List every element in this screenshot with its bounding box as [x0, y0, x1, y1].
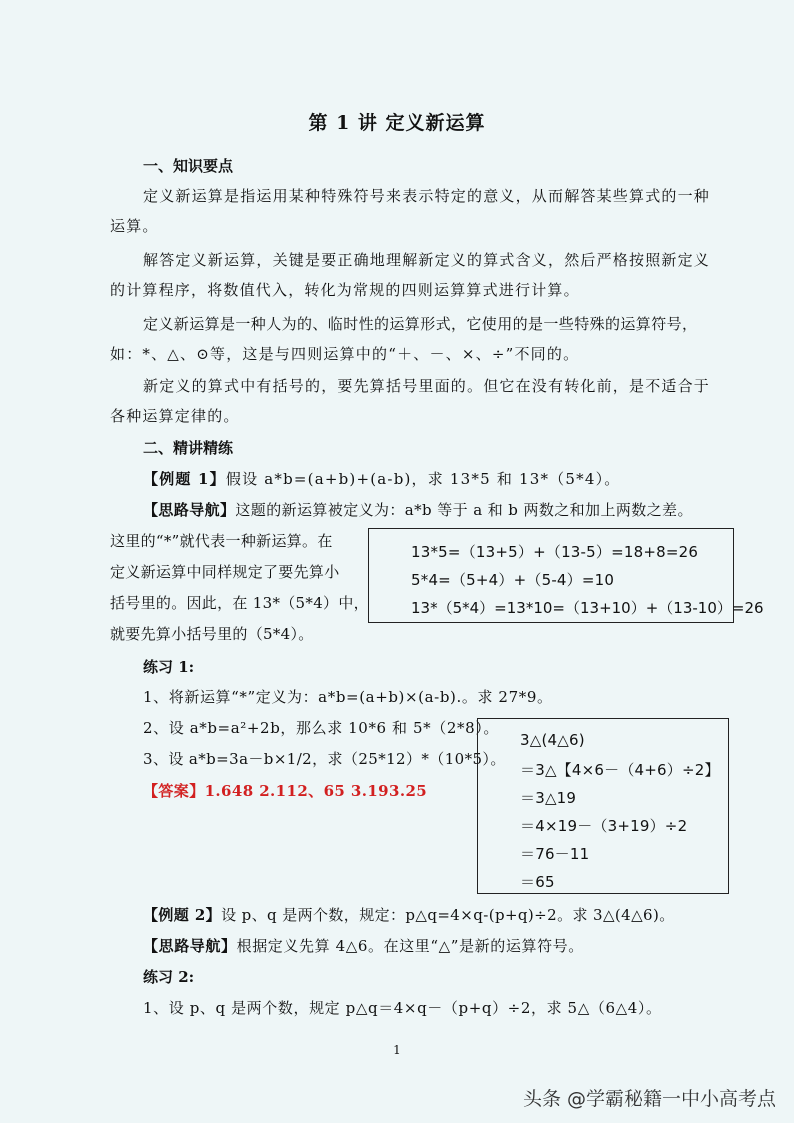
paragraph-3-line-1: 定义新运算是一种人为的、临时性的运算形式，它使用的是一些特殊的运算符号， — [143, 315, 698, 333]
answer-1: 【答案】1.648 2.112、65 3.193.25 — [143, 782, 428, 800]
example-1-text: 假设 a*b=(a+b)+(a-b)，求 13*5 和 13*（5*4）。 — [225, 470, 621, 488]
practice-1-heading: 练习 1: — [143, 658, 195, 676]
paragraph-1-line-1: 定义新运算是指运用某种特殊符号来表示特定的意义，从而解答某些算式的一种 — [143, 187, 711, 205]
solution-2-line-1: 3△(4△6) — [520, 731, 585, 749]
hint-1-text: 这题的新运算被定义为：a*b 等于 a 和 b 两数之和加上两数之差。 — [235, 501, 693, 519]
hint-2 — [143, 935, 584, 956]
practice-2-item-1: 1、设 p、q 是两个数，规定 p△q＝4×q－（p+q）÷2，求 5△（6△4）。 — [143, 999, 662, 1017]
practice-1-item-2: 2、设 a*b=a²+2b，那么求 10*6 和 5*（2*8）。 — [143, 719, 499, 737]
solution-2-line-3: ＝3△19 — [520, 789, 577, 807]
solution-2-line-4: ＝4×19－（3+19）÷2 — [520, 817, 688, 835]
watermark: 头条 @学霸秘籍一中小高考点 — [522, 1088, 776, 1110]
paragraph-4-line-2: 各种运算定律的。 — [110, 407, 240, 425]
page-title: 第 1 讲 定义新运算 — [308, 112, 486, 134]
practice-1-item-1: 1、将新运算“*”定义为：a*b=(a+b)×(a-b).。求 27*9。 — [143, 688, 553, 706]
practice-2-heading: 练习 2: — [143, 968, 195, 986]
hint-1-cont-line-2: 定义新运算中同样规定了要先算小 — [110, 563, 340, 581]
solution-1-line-3: 13*（5*4）=13*10=（13+10）+（13-10）=26 — [411, 599, 764, 617]
solution-box-2 — [477, 718, 729, 894]
hint-1-cont-line-4: 就要先算小括号里的（5*4）。 — [110, 625, 314, 643]
hint-1-cont-line-3: 括号里的。因此，在 13*（5*4）中， — [110, 594, 369, 612]
hint-1-cont-line-1: 这里的“*”就代表一种新运算。在 — [110, 532, 333, 550]
solution-1-line-2: 5*4=（5+4）+（5-4）=10 — [411, 571, 615, 589]
solution-2-line-6: ＝65 — [520, 873, 555, 891]
example-1 — [143, 468, 620, 489]
example-1-label: 【例题 1】 — [143, 470, 226, 488]
example-2-label: 【例题 2】 — [143, 906, 222, 924]
solution-1-line-1: 13*5=（13+5）+（13-5）=18+8=26 — [411, 543, 699, 561]
example-2 — [143, 904, 675, 925]
solution-box-1 — [368, 528, 764, 623]
solution-2-line-2: ＝3△【4×6－（4+6）÷2】 — [520, 761, 720, 779]
paragraph-4-line-1: 新定义的算式中有括号的，要先算括号里面的。但它在没有转化前，是不适合于 — [143, 377, 711, 395]
solution-2-line-5: ＝76－11 — [520, 845, 590, 863]
paragraph-2-line-1: 解答定义新运算，关键是要正确地理解新定义的算式含义，然后严格按照新定义 — [143, 251, 711, 269]
section-heading-knowledge: 一、知识要点 — [143, 157, 234, 175]
practice-1-item-3: 3、设 a*b=3a－b×1/2，求（25*12）*（10*5）。 — [143, 750, 506, 768]
hint-1 — [143, 499, 693, 520]
hint-1-label: 【思路导航】 — [143, 501, 236, 519]
paragraph-3-line-2: 如：*、△、⊙等，这是与四则运算中的“＋、－、×、÷”不同的。 — [110, 345, 580, 363]
paragraph-1-line-2: 运算。 — [110, 217, 159, 235]
hint-2-label: 【思路导航】 — [143, 937, 237, 955]
section-heading-practice: 二、精讲精练 — [143, 439, 234, 457]
paragraph-2-line-2: 的计算程序，将数值代入，转化为常规的四则运算算式进行计算。 — [110, 281, 580, 299]
page-number: 1 — [393, 1043, 401, 1057]
hint-2-text: 根据定义先算 4△6。在这里“△”是新的运算符号。 — [236, 937, 584, 955]
example-2-text: 设 p、q 是两个数，规定：p△q=4×q-(p+q)÷2。求 3△(4△6)。 — [221, 906, 675, 924]
